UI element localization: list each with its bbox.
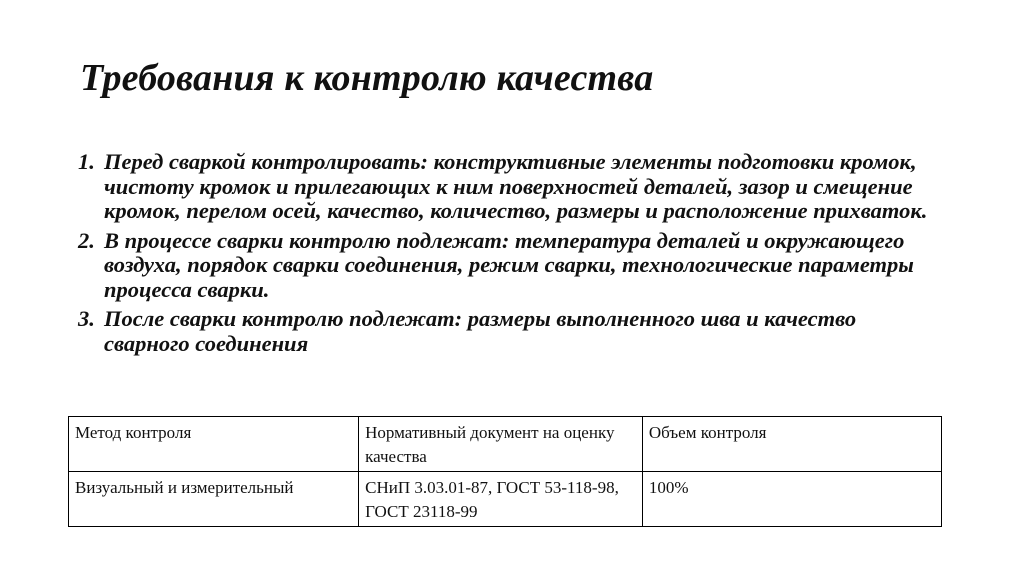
cell-document: СНиП 3.03.01-87, ГОСТ 53-118-98, ГОСТ 23118-99 <box>359 472 643 527</box>
cell-method: Визуальный и измерительный <box>69 472 359 527</box>
requirement-number: 1. <box>78 149 95 174</box>
requirement-number: 3. <box>78 306 95 331</box>
table-header-row <box>69 417 942 472</box>
quality-control-table <box>68 416 942 527</box>
requirement-number: 2. <box>78 227 95 253</box>
requirement-text: Перед сваркой контролировать: конструктивные элементы подготовки кромок, чистоту кромок и прилегающих к ним поверхностей деталей, зазор и смещение кромок, перелом осей, качество, количество, размеры и расположение прихваток. <box>104 149 928 223</box>
requirement-item-2 <box>78 229 938 303</box>
header-document: Нормативный документ на оценку качества <box>359 417 643 472</box>
requirement-text: В процессе сварки контролю подлежат: температура деталей и окружающего воздуха, порядок сварки соединения, режим сварки, технологические параметры процесса сварки. <box>104 227 914 302</box>
requirement-text: После сварки контролю подлежат: размеры выполненного шва и качество сварного соединения <box>104 306 857 356</box>
requirements-list <box>78 150 938 361</box>
cell-volume: 100% <box>642 472 941 527</box>
table-row <box>69 472 942 527</box>
header-method: Метод контроля <box>69 417 359 472</box>
requirement-item-1 <box>78 150 938 224</box>
slide-title: Требования к контролю качества <box>80 57 654 99</box>
header-volume: Объем контроля <box>642 417 941 472</box>
requirement-item-3 <box>78 307 938 356</box>
